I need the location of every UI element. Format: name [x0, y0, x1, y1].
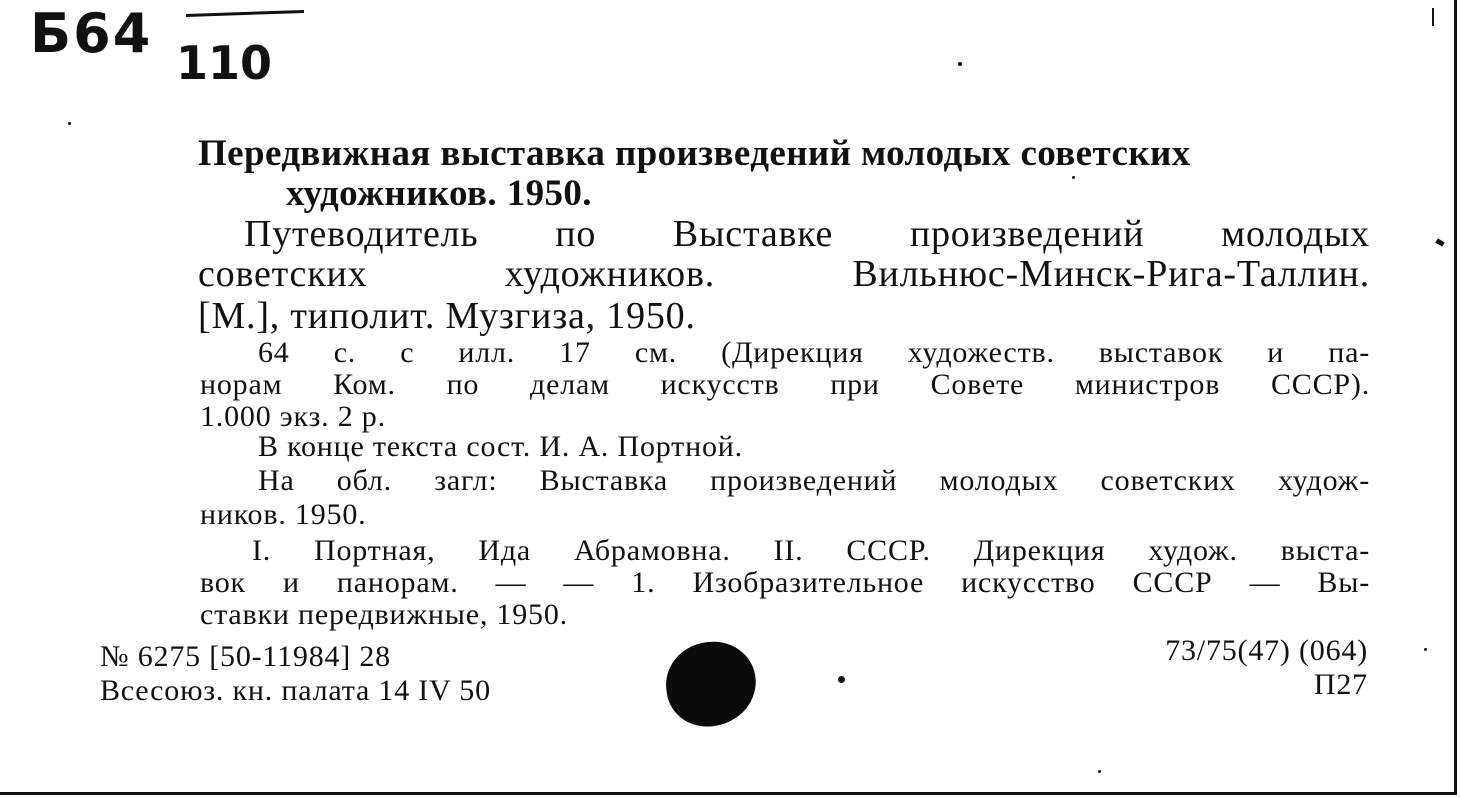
body-p2-line-2: норам Ком. по делам искусств при Совете министров СССР). — [200, 368, 1370, 401]
footer-chamber-date: Всесоюз. кн. палата 14 IV 50 — [100, 674, 491, 707]
title-line-2: художников. 1950. — [286, 173, 592, 214]
handwritten-overline — [186, 10, 304, 17]
title-line-1: Передвижная выставка произведений молодых советских — [198, 133, 1191, 174]
body-p1-line-1: Путеводитель по Выставке произведений молодых — [244, 213, 1370, 255]
body-p1-line-2: советских художников. Вильнюс-Минск-Рига-Таллин. — [198, 253, 1370, 295]
ink-speck — [838, 676, 845, 683]
ink-speck — [1072, 176, 1075, 179]
ink-speck — [1098, 770, 1101, 773]
handwritten-shelf-mark: Б64 — [30, 2, 153, 65]
ink-mark — [1432, 8, 1434, 26]
body-p3-line-1: В конце текста сост. И. А. Портной. — [258, 430, 743, 463]
ink-stamp-blot — [661, 636, 762, 732]
body-p5-line-3: ставки передвижные, 1950. — [200, 598, 568, 631]
body-p2-line-3: 1.000 экз. 2 р. — [200, 400, 386, 433]
ink-speck — [68, 122, 71, 125]
body-p1-line-3: [М.], типолит. Музгиза, 1950. — [198, 295, 696, 337]
footer-classification: 73/75(47) (064) — [1165, 634, 1368, 667]
footer-card-number: № 6275 [50-11984] 28 — [100, 640, 391, 673]
ink-speck — [958, 62, 962, 66]
ink-speck — [1424, 648, 1427, 651]
body-p4-line-1: На обл. загл: Выставка произведений молодых советских худож- — [258, 464, 1370, 497]
body-p5-line-2: вок и панорам. — — 1. Изобразительное искусство СССР — Вы- — [200, 566, 1370, 599]
footer-author-mark: П27 — [1313, 668, 1368, 701]
body-p5-line-1: I. Портная, Ида Абрамовна. II. СССР. Дирекция худож. выста- — [252, 534, 1370, 567]
ink-mark — [1435, 238, 1444, 246]
body-p2-line-1: 64 с. с илл. 17 см. (Дирекция художеств. выставок и па- — [258, 336, 1370, 369]
body-p4-line-2: ников. 1950. — [200, 498, 367, 531]
handwritten-shelf-number: 110 — [176, 36, 273, 90]
